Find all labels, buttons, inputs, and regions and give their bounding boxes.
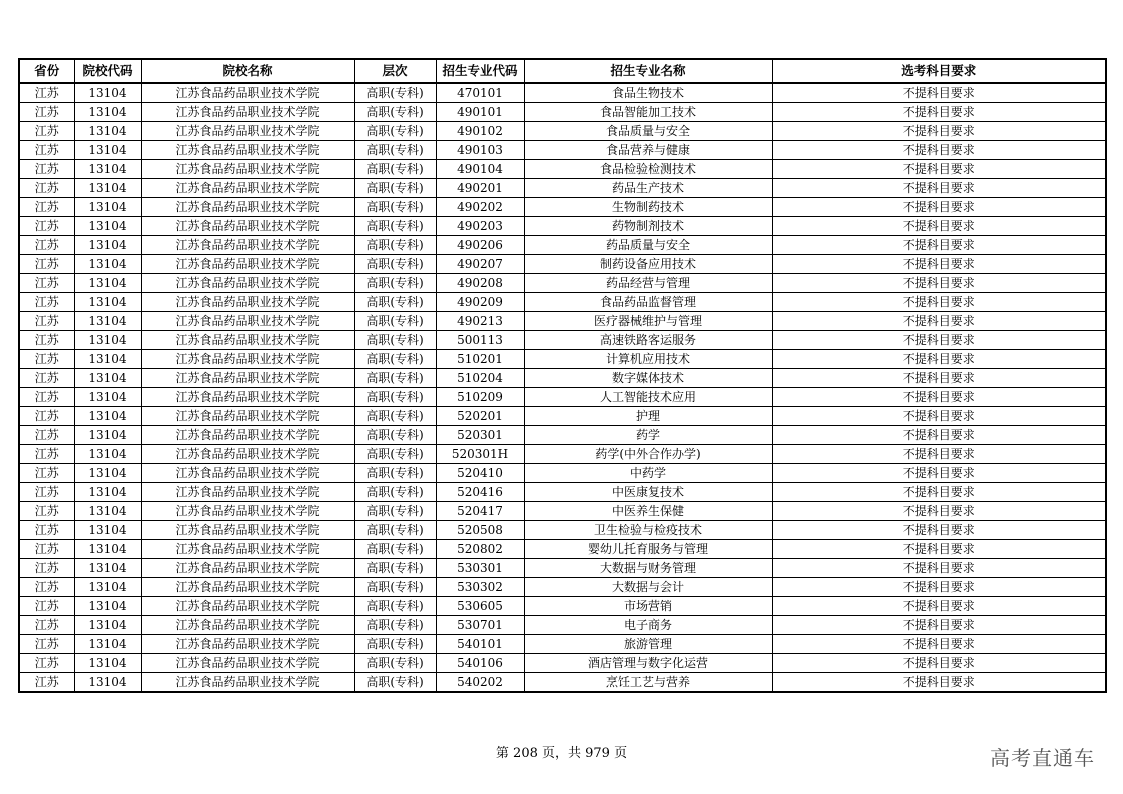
cell-school-name: 江苏食品药品职业技术学院: [141, 597, 354, 616]
cell-major-code: 490102: [436, 122, 524, 141]
cell-major-code: 540101: [436, 635, 524, 654]
cell-major-code: 520416: [436, 483, 524, 502]
table-row: [19, 616, 1106, 635]
cell-school-code: 13104: [74, 464, 141, 483]
cell-school-code: 13104: [74, 616, 141, 635]
cell-major-code: 530302: [436, 578, 524, 597]
cell-major-name: 卫生检验与检疫技术: [524, 521, 772, 540]
cell-major-code: 520508: [436, 521, 524, 540]
cell-school-name: 江苏食品药品职业技术学院: [141, 255, 354, 274]
cell-level: 高职(专科): [354, 654, 436, 673]
cell-province: 江苏: [19, 388, 74, 407]
cell-level: 高职(专科): [354, 293, 436, 312]
cell-major-code: 490203: [436, 217, 524, 236]
cell-province: 江苏: [19, 521, 74, 540]
cell-province: 江苏: [19, 293, 74, 312]
cell-school-code: 13104: [74, 426, 141, 445]
cell-level: 高职(专科): [354, 217, 436, 236]
cell-major-name: 婴幼儿托育服务与管理: [524, 540, 772, 559]
cell-major-name: 药品经营与管理: [524, 274, 772, 293]
cell-province: 江苏: [19, 274, 74, 293]
cell-subject-requirement: 不提科目要求: [772, 83, 1106, 103]
cell-major-name: 制药设备应用技术: [524, 255, 772, 274]
cell-level: 高职(专科): [354, 559, 436, 578]
cell-level: 高职(专科): [354, 331, 436, 350]
cell-major-code: 490213: [436, 312, 524, 331]
table-row: [19, 293, 1106, 312]
cell-school-name: 江苏食品药品职业技术学院: [141, 236, 354, 255]
cell-subject-requirement: 不提科目要求: [772, 673, 1106, 693]
table-row: [19, 407, 1106, 426]
cell-school-code: 13104: [74, 293, 141, 312]
cell-level: 高职(专科): [354, 274, 436, 293]
cell-major-name: 中医养生保健: [524, 502, 772, 521]
table-row: [19, 445, 1106, 464]
cell-subject-requirement: 不提科目要求: [772, 483, 1106, 502]
cell-major-name: 计算机应用技术: [524, 350, 772, 369]
cell-school-name: 江苏食品药品职业技术学院: [141, 673, 354, 693]
cell-major-code: 540106: [436, 654, 524, 673]
table-row: [19, 578, 1106, 597]
cell-major-name: 药学: [524, 426, 772, 445]
cell-level: 高职(专科): [354, 83, 436, 103]
cell-major-name: 护理: [524, 407, 772, 426]
cell-school-name: 江苏食品药品职业技术学院: [141, 388, 354, 407]
cell-level: 高职(专科): [354, 597, 436, 616]
cell-school-name: 江苏食品药品职业技术学院: [141, 198, 354, 217]
cell-school-code: 13104: [74, 350, 141, 369]
table-row: [19, 464, 1106, 483]
header-school-code: 院校代码: [74, 59, 141, 83]
cell-major-name: 电子商务: [524, 616, 772, 635]
page-number: 第 208 页，共 979 页: [495, 746, 628, 761]
cell-level: 高职(专科): [354, 673, 436, 693]
cell-school-code: 13104: [74, 217, 141, 236]
cell-subject-requirement: 不提科目要求: [772, 597, 1106, 616]
cell-school-name: 江苏食品药品职业技术学院: [141, 331, 354, 350]
cell-school-name: 江苏食品药品职业技术学院: [141, 635, 354, 654]
cell-major-name: 药品生产技术: [524, 179, 772, 198]
cell-school-code: 13104: [74, 540, 141, 559]
cell-level: 高职(专科): [354, 502, 436, 521]
cell-major-code: 490103: [436, 141, 524, 160]
cell-level: 高职(专科): [354, 445, 436, 464]
table-row: [19, 635, 1106, 654]
cell-school-name: 江苏食品药品职业技术学院: [141, 540, 354, 559]
cell-major-name: 人工智能技术应用: [524, 388, 772, 407]
cell-province: 江苏: [19, 407, 74, 426]
table-row: [19, 83, 1106, 103]
table-row: [19, 122, 1106, 141]
cell-major-code: 490209: [436, 293, 524, 312]
cell-subject-requirement: 不提科目要求: [772, 103, 1106, 122]
cell-subject-requirement: 不提科目要求: [772, 369, 1106, 388]
cell-major-code: 520802: [436, 540, 524, 559]
cell-school-code: 13104: [74, 83, 141, 103]
cell-major-name: 酒店管理与数字化运营: [524, 654, 772, 673]
cell-major-code: 530605: [436, 597, 524, 616]
cell-major-code: 490208: [436, 274, 524, 293]
cell-level: 高职(专科): [354, 160, 436, 179]
cell-school-name: 江苏食品药品职业技术学院: [141, 160, 354, 179]
cell-major-code: 520201: [436, 407, 524, 426]
cell-school-code: 13104: [74, 445, 141, 464]
cell-major-code: 500113: [436, 331, 524, 350]
header-level: 层次: [354, 59, 436, 83]
cell-major-code: 470101: [436, 83, 524, 103]
cell-school-name: 江苏食品药品职业技术学院: [141, 369, 354, 388]
cell-subject-requirement: 不提科目要求: [772, 388, 1106, 407]
cell-level: 高职(专科): [354, 312, 436, 331]
cell-major-name: 食品营养与健康: [524, 141, 772, 160]
cell-province: 江苏: [19, 369, 74, 388]
cell-subject-requirement: 不提科目要求: [772, 179, 1106, 198]
cell-subject-requirement: 不提科目要求: [772, 521, 1106, 540]
cell-school-name: 江苏食品药品职业技术学院: [141, 350, 354, 369]
cell-school-name: 江苏食品药品职业技术学院: [141, 445, 354, 464]
cell-province: 江苏: [19, 236, 74, 255]
cell-major-code: 490206: [436, 236, 524, 255]
cell-major-code: 530301: [436, 559, 524, 578]
cell-province: 江苏: [19, 83, 74, 103]
header-major-name: 招生专业名称: [524, 59, 772, 83]
cell-major-code: 510209: [436, 388, 524, 407]
table-row: [19, 141, 1106, 160]
cell-level: 高职(专科): [354, 198, 436, 217]
cell-major-code: 510204: [436, 369, 524, 388]
cell-school-code: 13104: [74, 483, 141, 502]
cell-major-name: 食品生物技术: [524, 83, 772, 103]
table-row: [19, 521, 1106, 540]
cell-major-name: 数字媒体技术: [524, 369, 772, 388]
cell-province: 江苏: [19, 217, 74, 236]
cell-level: 高职(专科): [354, 635, 436, 654]
cell-school-name: 江苏食品药品职业技术学院: [141, 426, 354, 445]
cell-school-code: 13104: [74, 388, 141, 407]
cell-province: 江苏: [19, 198, 74, 217]
table-row: [19, 673, 1106, 693]
cell-province: 江苏: [19, 122, 74, 141]
table-row: [19, 103, 1106, 122]
cell-level: 高职(专科): [354, 464, 436, 483]
cell-school-name: 江苏食品药品职业技术学院: [141, 407, 354, 426]
cell-subject-requirement: 不提科目要求: [772, 426, 1106, 445]
cell-province: 江苏: [19, 597, 74, 616]
cell-subject-requirement: 不提科目要求: [772, 312, 1106, 331]
cell-school-code: 13104: [74, 521, 141, 540]
cell-major-name: 药品质量与安全: [524, 236, 772, 255]
cell-major-code: 490101: [436, 103, 524, 122]
cell-school-name: 江苏食品药品职业技术学院: [141, 293, 354, 312]
cell-major-code: 490207: [436, 255, 524, 274]
cell-major-name: 中药学: [524, 464, 772, 483]
table-row: [19, 350, 1106, 369]
cell-school-name: 江苏食品药品职业技术学院: [141, 502, 354, 521]
cell-school-name: 江苏食品药品职业技术学院: [141, 483, 354, 502]
cell-level: 高职(专科): [354, 426, 436, 445]
cell-major-code: 520410: [436, 464, 524, 483]
cell-school-code: 13104: [74, 141, 141, 160]
cell-level: 高职(专科): [354, 483, 436, 502]
cell-subject-requirement: 不提科目要求: [772, 635, 1106, 654]
cell-school-name: 江苏食品药品职业技术学院: [141, 274, 354, 293]
cell-subject-requirement: 不提科目要求: [772, 407, 1106, 426]
cell-subject-requirement: 不提科目要求: [772, 578, 1106, 597]
header-subject-requirement: 选考科目要求: [772, 59, 1106, 83]
cell-major-name: 药学(中外合作办学): [524, 445, 772, 464]
cell-province: 江苏: [19, 578, 74, 597]
cell-school-code: 13104: [74, 502, 141, 521]
table-row: [19, 540, 1106, 559]
cell-province: 江苏: [19, 540, 74, 559]
cell-school-name: 江苏食品药品职业技术学院: [141, 559, 354, 578]
cell-province: 江苏: [19, 255, 74, 274]
cell-province: 江苏: [19, 179, 74, 198]
table-row: [19, 369, 1106, 388]
cell-province: 江苏: [19, 635, 74, 654]
table-row: [19, 179, 1106, 198]
cell-school-code: 13104: [74, 654, 141, 673]
table-row: [19, 198, 1106, 217]
cell-province: 江苏: [19, 502, 74, 521]
cell-school-code: 13104: [74, 198, 141, 217]
cell-subject-requirement: 不提科目要求: [772, 502, 1106, 521]
cell-subject-requirement: 不提科目要求: [772, 274, 1106, 293]
header-major-code: 招生专业代码: [436, 59, 524, 83]
cell-major-name: 旅游管理: [524, 635, 772, 654]
cell-major-code: 490201: [436, 179, 524, 198]
cell-major-name: 烹饪工艺与营养: [524, 673, 772, 693]
cell-major-code: 490202: [436, 198, 524, 217]
table-header-row: [19, 59, 1106, 83]
cell-school-name: 江苏食品药品职业技术学院: [141, 83, 354, 103]
cell-subject-requirement: 不提科目要求: [772, 255, 1106, 274]
cell-level: 高职(专科): [354, 521, 436, 540]
cell-province: 江苏: [19, 141, 74, 160]
cell-province: 江苏: [19, 350, 74, 369]
cell-school-code: 13104: [74, 673, 141, 693]
cell-level: 高职(专科): [354, 103, 436, 122]
cell-province: 江苏: [19, 464, 74, 483]
cell-school-name: 江苏食品药品职业技术学院: [141, 217, 354, 236]
cell-school-name: 江苏食品药品职业技术学院: [141, 179, 354, 198]
cell-subject-requirement: 不提科目要求: [772, 293, 1106, 312]
cell-major-name: 市场营销: [524, 597, 772, 616]
cell-school-code: 13104: [74, 274, 141, 293]
cell-subject-requirement: 不提科目要求: [772, 331, 1106, 350]
header-province: 省份: [19, 59, 74, 83]
cell-school-code: 13104: [74, 236, 141, 255]
cell-school-name: 江苏食品药品职业技术学院: [141, 312, 354, 331]
cell-province: 江苏: [19, 654, 74, 673]
cell-major-code: 520417: [436, 502, 524, 521]
cell-subject-requirement: 不提科目要求: [772, 464, 1106, 483]
cell-school-code: 13104: [74, 179, 141, 198]
watermark: 高考直通车: [990, 746, 1095, 770]
cell-level: 高职(专科): [354, 407, 436, 426]
cell-school-code: 13104: [74, 559, 141, 578]
cell-school-name: 江苏食品药品职业技术学院: [141, 464, 354, 483]
cell-school-name: 江苏食品药品职业技术学院: [141, 141, 354, 160]
cell-major-name: 中医康复技术: [524, 483, 772, 502]
cell-subject-requirement: 不提科目要求: [772, 198, 1106, 217]
cell-school-name: 江苏食品药品职业技术学院: [141, 122, 354, 141]
cell-subject-requirement: 不提科目要求: [772, 217, 1106, 236]
cell-major-code: 530701: [436, 616, 524, 635]
table-row: [19, 654, 1106, 673]
cell-school-code: 13104: [74, 635, 141, 654]
cell-level: 高职(专科): [354, 540, 436, 559]
table-row: [19, 559, 1106, 578]
cell-school-code: 13104: [74, 331, 141, 350]
header-school-name: 院校名称: [141, 59, 354, 83]
admissions-table: [18, 58, 1107, 693]
cell-school-code: 13104: [74, 160, 141, 179]
cell-school-code: 13104: [74, 407, 141, 426]
table-row: [19, 331, 1106, 350]
cell-subject-requirement: 不提科目要求: [772, 350, 1106, 369]
cell-major-name: 医疗器械维护与管理: [524, 312, 772, 331]
cell-school-name: 江苏食品药品职业技术学院: [141, 616, 354, 635]
cell-major-name: 食品药品监督管理: [524, 293, 772, 312]
cell-school-code: 13104: [74, 369, 141, 388]
cell-subject-requirement: 不提科目要求: [772, 141, 1106, 160]
cell-subject-requirement: 不提科目要求: [772, 236, 1106, 255]
cell-level: 高职(专科): [354, 388, 436, 407]
cell-major-name: 药物制剂技术: [524, 217, 772, 236]
cell-school-code: 13104: [74, 255, 141, 274]
cell-major-code: 490104: [436, 160, 524, 179]
cell-province: 江苏: [19, 160, 74, 179]
cell-subject-requirement: 不提科目要求: [772, 559, 1106, 578]
cell-level: 高职(专科): [354, 616, 436, 635]
cell-province: 江苏: [19, 445, 74, 464]
table-row: [19, 426, 1106, 445]
cell-province: 江苏: [19, 616, 74, 635]
table-body: [19, 83, 1106, 692]
cell-province: 江苏: [19, 331, 74, 350]
cell-major-code: 520301H: [436, 445, 524, 464]
cell-major-name: 食品检验检测技术: [524, 160, 772, 179]
cell-major-code: 520301: [436, 426, 524, 445]
cell-major-name: 大数据与财务管理: [524, 559, 772, 578]
cell-school-code: 13104: [74, 578, 141, 597]
cell-level: 高职(专科): [354, 179, 436, 198]
cell-level: 高职(专科): [354, 255, 436, 274]
cell-major-name: 食品质量与安全: [524, 122, 772, 141]
table-row: [19, 483, 1106, 502]
cell-school-name: 江苏食品药品职业技术学院: [141, 103, 354, 122]
cell-school-name: 江苏食品药品职业技术学院: [141, 521, 354, 540]
cell-school-name: 江苏食品药品职业技术学院: [141, 654, 354, 673]
cell-school-code: 13104: [74, 597, 141, 616]
cell-major-name: 食品智能加工技术: [524, 103, 772, 122]
cell-major-code: 510201: [436, 350, 524, 369]
table-row: [19, 236, 1106, 255]
cell-subject-requirement: 不提科目要求: [772, 616, 1106, 635]
cell-province: 江苏: [19, 559, 74, 578]
cell-subject-requirement: 不提科目要求: [772, 540, 1106, 559]
cell-province: 江苏: [19, 483, 74, 502]
cell-subject-requirement: 不提科目要求: [772, 445, 1106, 464]
cell-level: 高职(专科): [354, 350, 436, 369]
cell-province: 江苏: [19, 312, 74, 331]
table-row: [19, 217, 1106, 236]
table-row: [19, 312, 1106, 331]
cell-school-code: 13104: [74, 312, 141, 331]
cell-level: 高职(专科): [354, 369, 436, 388]
cell-school-code: 13104: [74, 122, 141, 141]
cell-level: 高职(专科): [354, 122, 436, 141]
table-row: [19, 388, 1106, 407]
cell-subject-requirement: 不提科目要求: [772, 654, 1106, 673]
cell-major-code: 540202: [436, 673, 524, 693]
cell-province: 江苏: [19, 673, 74, 693]
cell-subject-requirement: 不提科目要求: [772, 160, 1106, 179]
cell-major-name: 生物制药技术: [524, 198, 772, 217]
cell-level: 高职(专科): [354, 236, 436, 255]
table-row: [19, 502, 1106, 521]
cell-major-name: 高速铁路客运服务: [524, 331, 772, 350]
table-row: [19, 274, 1106, 293]
cell-province: 江苏: [19, 426, 74, 445]
cell-level: 高职(专科): [354, 578, 436, 597]
cell-province: 江苏: [19, 103, 74, 122]
table-row: [19, 597, 1106, 616]
table-row: [19, 160, 1106, 179]
cell-school-code: 13104: [74, 103, 141, 122]
table-row: [19, 255, 1106, 274]
cell-major-name: 大数据与会计: [524, 578, 772, 597]
cell-school-name: 江苏食品药品职业技术学院: [141, 578, 354, 597]
cell-subject-requirement: 不提科目要求: [772, 122, 1106, 141]
cell-level: 高职(专科): [354, 141, 436, 160]
